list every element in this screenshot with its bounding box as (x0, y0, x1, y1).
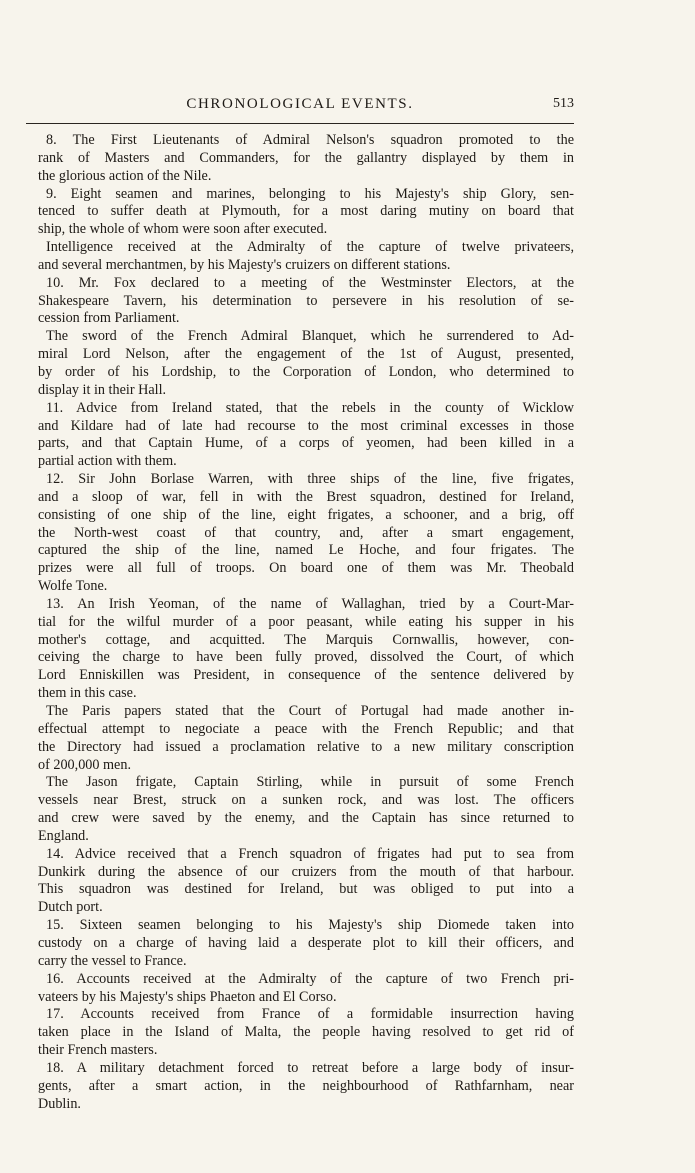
page-number: 513 (553, 96, 574, 111)
page-body (26, 132, 574, 1113)
text-line: rank of Masters and Commanders, for the gallantry displayed by them in (38, 149, 574, 166)
text-line: their French masters. (38, 1042, 158, 1059)
text-line: Dublin. (38, 1095, 81, 1112)
text-line: This squadron was destined for Ireland, but was obliged to put into a (38, 881, 574, 898)
text-line: gents, after a smart action, in the neighbourhood of Rathfarnham, near (38, 1077, 574, 1094)
text-line: vateers by his Majesty's ships Phaeton and El Corso. (38, 988, 337, 1005)
paragraph (26, 1060, 574, 1114)
paragraph (26, 471, 574, 596)
text-line: Dutch port. (38, 899, 103, 916)
paragraph (26, 186, 574, 240)
text-line: prizes were all full of troops. On board one of them was Mr. Theobald (38, 560, 574, 577)
text-line: The Paris papers stated that the Court of Portugal had made another in- (46, 703, 574, 719)
text-line: captured the ship of the line, named Le Hoche, and four frigates. The (38, 542, 574, 559)
text-line: vessels near Brest, struck on a sunken rock, and was lost. The officers (38, 792, 574, 809)
text-line: Intelligence received at the Admiralty of the capture of twelve privateers, (46, 239, 574, 256)
text-line: ship, the whole of whom were soon after executed. (38, 221, 328, 238)
paragraph (26, 846, 574, 917)
text-line: miral Lord Nelson, after the engagement of the 1st of August, presented, (38, 346, 574, 363)
text-line: 10. Mr. Fox declared to a meeting of the Westminster Electors, at the (46, 274, 574, 291)
text-line: and several merchantmen, by his Majesty's cruizers on different stations. (38, 256, 451, 273)
paragraph (26, 596, 574, 703)
running-title: CHRONOLOGICAL EVENTS. (186, 96, 414, 112)
text-line: 16. Accounts received at the Admiralty of the capture of two French pri- (46, 970, 574, 987)
text-line: England. (38, 827, 89, 844)
text-line: the North-west coast of that country, and, after a smart engagement, (38, 524, 574, 541)
text-line: partial action with them. (38, 453, 177, 470)
text-line: ceiving the charge to have been fully proved, dissolved the Court, of which (38, 649, 574, 666)
paragraph (26, 132, 574, 186)
text-line: the Directory had issued a proclamation relative to a new military conscription (38, 738, 574, 755)
text-line: 9. Eight seamen and marines, belonging to his Majesty's ship Glory, sen- (46, 185, 574, 202)
text-line: Shakespeare Tavern, his determination to persevere in his resolution of se- (38, 292, 574, 309)
text-line: effectual attempt to negociate a peace with the French Republic; and that (38, 720, 574, 737)
text-line: 17. Accounts received from France of a formidable insurrection having (46, 1006, 574, 1023)
text-line: 18. A military detachment forced to retreat before a large body of insur- (46, 1059, 574, 1076)
text-line: them in this case. (38, 685, 137, 702)
paragraph (26, 1006, 574, 1060)
text-line: mother's cottage, and acquitted. The Marquis Cornwallis, however, con- (38, 631, 574, 648)
text-line: consisting of one ship of the line, eight frigates, a schooner, and a brig, off (38, 506, 574, 523)
header-rule (26, 123, 574, 124)
text-line: and Kildare had of late had recourse to the most criminal excesses in those (38, 417, 574, 434)
text-line: custody on a charge of having laid a desperate plot to kill their officers, and (38, 934, 574, 951)
paragraph (26, 703, 574, 774)
text-line: carry the vessel to France. (38, 952, 187, 969)
paragraph (26, 328, 574, 399)
text-line: 11. Advice from Ireland stated, that the rebels in the county of Wicklow (46, 399, 574, 416)
text-line: display it in their Hall. (38, 381, 167, 398)
text-line: Lord Enniskillen was President, in consequence of the sentence delivered by (38, 667, 574, 684)
text-line: 8. The First Lieutenants of Admiral Nelson's squadron promoted to the (46, 132, 574, 148)
paragraph (26, 400, 574, 471)
text-line: The sword of the French Admiral Blanquet, which he surrendered to Ad- (46, 328, 574, 345)
text-line: 13. An Irish Yeoman, of the name of Wallaghan, tried by a Court-Mar- (46, 595, 574, 612)
text-line: tenced to suffer death at Plymouth, for a most daring mutiny on board that (38, 203, 574, 220)
text-line: 12. Sir John Borlase Warren, with three ships of the line, five frigates, (46, 471, 574, 488)
text-line: and crew were saved by the enemy, and the Captain has since returned to (38, 810, 574, 827)
text-line: the glorious action of the Nile. (38, 167, 212, 184)
text-line: Wolfe Tone. (38, 578, 108, 595)
text-line: parts, and that Captain Hume, of a corps of yeomen, had been killed in a (38, 435, 574, 452)
paragraph (26, 917, 574, 971)
text-line: cession from Parliament. (38, 310, 180, 327)
text-line: of 200,000 men. (38, 756, 131, 773)
text-line: 15. Sixteen seamen belonging to his Majesty's ship Diomede taken into (46, 917, 574, 934)
running-header (26, 96, 574, 120)
text-line: The Jason frigate, Captain Stirling, while in pursuit of some French (46, 774, 574, 791)
text-line: and a sloop of war, fell in with the Brest squadron, destined for Ireland, (38, 488, 574, 505)
text-line: taken place in the Island of Malta, the people having resolved to get rid of (38, 1024, 574, 1041)
paragraph (26, 239, 574, 275)
text-line: 14. Advice received that a French squadron of frigates had put to sea from (46, 845, 574, 862)
paragraph (26, 774, 574, 845)
text-line: Dunkirk during the absence of our cruizers from the mouth of that harbour. (38, 863, 574, 880)
paragraph (26, 971, 574, 1007)
text-line: by order of his Lordship, to the Corporation of London, who determined to (38, 363, 574, 380)
text-line: tial for the wilful murder of a poor peasant, while eating his supper in his (38, 613, 574, 630)
paragraph (26, 275, 574, 329)
